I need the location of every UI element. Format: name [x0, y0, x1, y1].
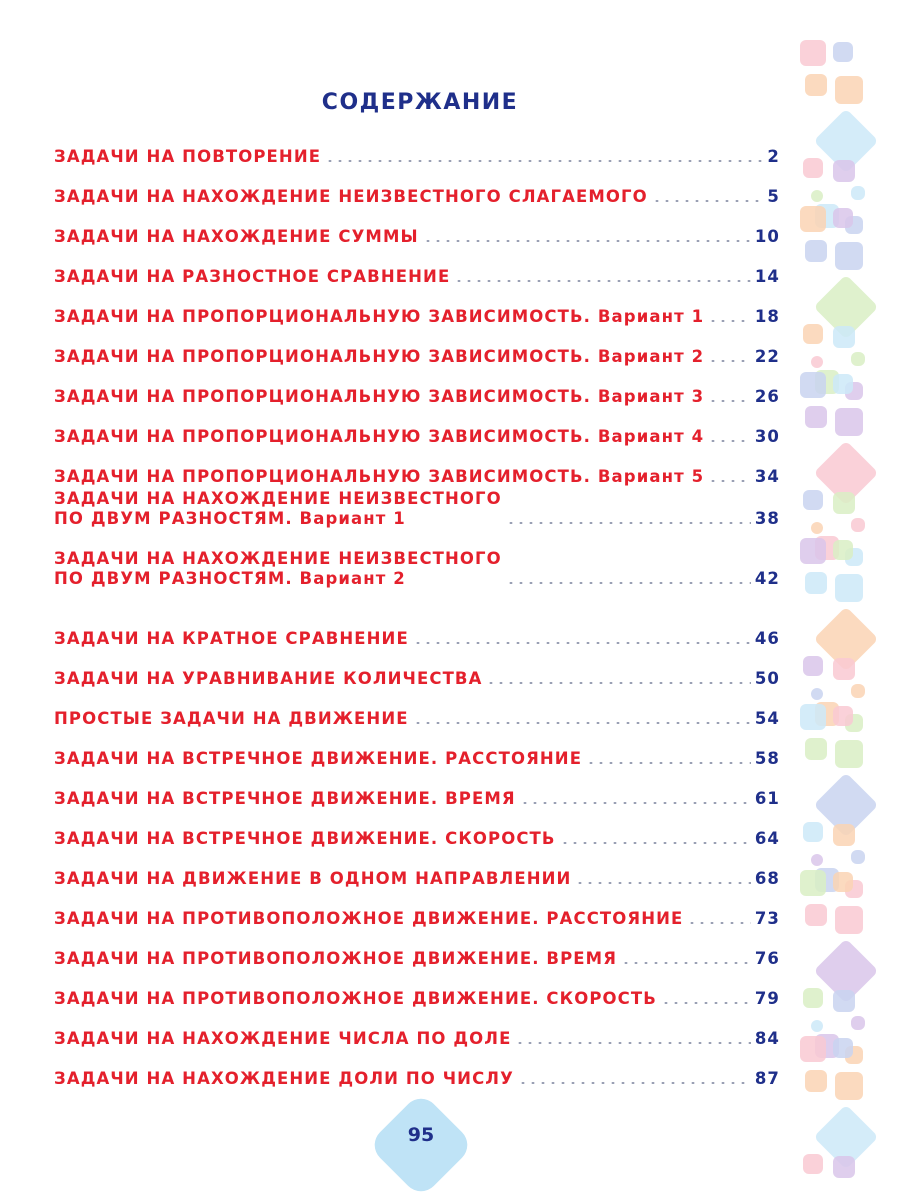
toc-entry-title: ЗАДАЧИ НА ПРОТИВОПОЛОЖНОЕ ДВИЖЕНИЕ. ВРЕМЯ	[54, 949, 617, 968]
dot-leader	[518, 1082, 751, 1084]
decorative-square	[835, 242, 863, 270]
decorative-square	[811, 1020, 823, 1032]
dot-leader	[708, 480, 751, 482]
dot-leader	[708, 400, 751, 402]
toc-entry-page: 42	[754, 569, 780, 588]
dot-leader	[621, 962, 751, 964]
toc-entry-title: ЗАДАЧИ НА ВСТРЕЧНОЕ ДВИЖЕНИЕ. ВРЕМЯ	[54, 789, 516, 808]
dot-leader	[560, 842, 751, 844]
decorative-square	[833, 990, 855, 1012]
toc-entry-title: ЗАДАЧИ НА НАХОЖДЕНИЕ НЕИЗВЕСТНОГО ПО ДВУМ РАЗНОСТЯМ. Вариант 1	[54, 489, 502, 528]
toc-entry-title: ЗАДАЧИ НА ВСТРЕЧНОЕ ДВИЖЕНИЕ. СКОРОСТЬ	[54, 829, 556, 848]
toc-entry-title: ЗАДАЧИ НА НАХОЖДЕНИЕ ЧИСЛА ПО ДОЛЕ	[54, 1029, 512, 1048]
toc-entry-title: ЗАДАЧИ НА ВСТРЕЧНОЕ ДВИЖЕНИЕ. РАССТОЯНИЕ	[54, 749, 583, 768]
toc-entry-title: ЗАДАЧИ НА ПРОПОРЦИОНАЛЬНУЮ ЗАВИСИМОСТЬ. Вариант 3	[54, 387, 705, 406]
toc-entry-title: ЗАДАЧИ НА УРАВНИВАНИЕ КОЛИЧЕСТВА	[54, 669, 483, 688]
decorative-square	[833, 208, 853, 228]
toc-entry-page: 18	[754, 307, 780, 326]
toc-entry-page: 68	[754, 869, 780, 888]
toc-entry-page: 79	[754, 989, 780, 1008]
dot-leader	[687, 922, 750, 924]
dot-leader	[486, 682, 750, 684]
toc-entry-page: 50	[754, 669, 780, 688]
dot-leader	[325, 160, 763, 162]
decorative-square	[851, 684, 865, 698]
toc-entry-title: ЗАДАЧИ НА НАХОЖДЕНИЕ НЕИЗВЕСТНОГО СЛАГАЕМОГО	[54, 187, 648, 206]
decorative-square	[811, 522, 823, 534]
decorative-square	[800, 704, 826, 730]
decorative-square	[833, 42, 853, 62]
decorative-square	[833, 492, 855, 514]
toc-entry-title: ЗАДАЧИ НА КРАТНОЕ СРАВНЕНИЕ	[54, 629, 409, 648]
dot-leader	[506, 582, 751, 584]
toc-entry-page: 76	[754, 949, 780, 968]
dot-leader	[454, 280, 751, 282]
toc-entry[interactable]	[54, 347, 780, 367]
toc-entry[interactable]	[54, 709, 780, 729]
decorative-square	[805, 240, 827, 262]
toc-entry[interactable]	[54, 267, 780, 287]
dot-leader	[413, 722, 751, 724]
toc-entry[interactable]	[54, 549, 780, 589]
page-number: 95	[407, 1124, 435, 1146]
dot-leader	[586, 762, 751, 764]
toc-entry-page: 64	[754, 829, 780, 848]
decorative-square	[833, 1156, 855, 1178]
dot-leader	[708, 320, 751, 322]
decorative-square	[851, 850, 865, 864]
decorative-square	[800, 40, 826, 66]
toc-entry-page: 26	[754, 387, 780, 406]
toc-entry-page: 58	[754, 749, 780, 768]
toc-entry[interactable]	[54, 427, 780, 447]
toc-entry[interactable]	[54, 1069, 780, 1089]
decorative-square	[833, 872, 853, 892]
decorative-square	[800, 870, 826, 896]
dot-leader	[515, 1042, 750, 1044]
toc-entry[interactable]	[54, 307, 780, 327]
toc-entry-title: ЗАДАЧИ НА ПРОПОРЦИОНАЛЬНУЮ ЗАВИСИМОСТЬ. Вариант 4	[54, 427, 705, 446]
toc-entry-title: ЗАДАЧИ НА НАХОЖДЕНИЕ НЕИЗВЕСТНОГО ПО ДВУМ РАЗНОСТЯМ. Вариант 2	[54, 549, 502, 588]
toc-entry-title: ЗАДАЧИ НА ПРОПОРЦИОНАЛЬНУЮ ЗАВИСИМОСТЬ. Вариант 2	[54, 347, 705, 366]
toc-entry[interactable]	[54, 489, 780, 529]
decorative-square	[835, 906, 863, 934]
toc-entry[interactable]	[54, 629, 780, 649]
toc-entry-page: 61	[754, 789, 780, 808]
toc-entry[interactable]	[54, 669, 780, 689]
toc-entry-title: ЗАДАЧИ НА ПРОТИВОПОЛОЖНОЕ ДВИЖЕНИЕ. РАССТОЯНИЕ	[54, 909, 684, 928]
toc-entry-title: ЗАДАЧИ НА НАХОЖДЕНИЕ СУММЫ	[54, 227, 419, 246]
toc-entry-page: 84	[754, 1029, 780, 1048]
decorative-square	[835, 76, 863, 104]
toc-entry-title: ПРОСТЫЕ ЗАДАЧИ НА ДВИЖЕНИЕ	[54, 709, 409, 728]
toc-entry-page: 34	[754, 467, 780, 486]
toc-entry[interactable]	[54, 909, 780, 929]
decorative-square	[811, 688, 823, 700]
decorative-square	[833, 658, 855, 680]
decorative-square	[800, 1036, 826, 1062]
toc-entry[interactable]	[54, 949, 780, 969]
toc-entry-page: 5	[767, 187, 780, 206]
decorative-square	[851, 518, 865, 532]
dot-leader	[575, 882, 750, 884]
toc-entry-page: 2	[767, 147, 780, 166]
toc-entry[interactable]	[54, 387, 780, 407]
dot-leader	[506, 522, 751, 524]
decorative-square	[833, 1038, 853, 1058]
decorative-square	[803, 656, 823, 676]
decorative-square	[800, 206, 826, 232]
decorative-square	[835, 574, 863, 602]
toc-entry-title: ЗАДАЧИ НА ПРОТИВОПОЛОЖНОЕ ДВИЖЕНИЕ. СКОРОСТЬ	[54, 989, 657, 1008]
decorative-square	[803, 490, 823, 510]
decorative-square	[833, 374, 853, 394]
decorative-square	[835, 408, 863, 436]
toc-entry-title: ЗАДАЧИ НА НАХОЖДЕНИЕ ДОЛИ ПО ЧИСЛУ	[54, 1069, 514, 1088]
decorative-square	[833, 706, 853, 726]
decorative-square	[811, 190, 823, 202]
decorative-square	[805, 406, 827, 428]
toc-entry-page: 54	[754, 709, 780, 728]
decorative-square	[833, 540, 853, 560]
dot-leader	[661, 1002, 751, 1004]
page-title: СОДЕРЖАНИЕ	[321, 90, 519, 115]
toc-entry-page: 73	[754, 909, 780, 928]
decorative-square	[833, 160, 855, 182]
decorative-square	[803, 324, 823, 344]
dot-leader	[652, 200, 764, 202]
toc-entry[interactable]	[54, 869, 780, 889]
decorative-square	[851, 352, 865, 366]
dot-leader	[413, 642, 751, 644]
decorative-square	[803, 988, 823, 1008]
decorative-square	[800, 372, 826, 398]
toc-entry-page: 46	[754, 629, 780, 648]
decorative-square	[805, 738, 827, 760]
toc-entry-page: 22	[754, 347, 780, 366]
decorative-square	[803, 822, 823, 842]
toc-entry-page: 30	[754, 427, 780, 446]
decorative-square	[833, 326, 855, 348]
decorative-square	[811, 356, 823, 368]
dot-leader	[520, 802, 751, 804]
toc-entry-title: ЗАДАЧИ НА РАЗНОСТНОЕ СРАВНЕНИЕ	[54, 267, 451, 286]
decorative-square	[811, 854, 823, 866]
toc-entry[interactable]	[54, 187, 780, 207]
decorative-square	[800, 538, 826, 564]
decorative-square	[835, 740, 863, 768]
toc-entry-page: 87	[754, 1069, 780, 1088]
toc-entry[interactable]	[54, 147, 780, 167]
decorative-square	[803, 1154, 823, 1174]
toc-entry-title: ЗАДАЧИ НА ПРОПОРЦИОНАЛЬНУЮ ЗАВИСИМОСТЬ. Вариант 1	[54, 307, 705, 326]
toc-entry[interactable]	[54, 789, 780, 809]
decorative-square	[805, 572, 827, 594]
toc-entry[interactable]	[54, 227, 780, 247]
toc-entry[interactable]	[54, 829, 780, 849]
toc-entry-page: 10	[754, 227, 780, 246]
decorative-square	[805, 904, 827, 926]
dot-leader	[708, 440, 751, 442]
decorative-square	[835, 1072, 863, 1100]
toc-entry-title: ЗАДАЧИ НА ДВИЖЕНИЕ В ОДНОМ НАПРАВЛЕНИИ	[54, 869, 572, 888]
decorative-square	[851, 1016, 865, 1030]
decorative-square	[805, 1070, 827, 1092]
decorative-squares-border	[795, 40, 900, 1200]
decorative-square	[851, 186, 865, 200]
toc-entry-page: 38	[754, 509, 780, 528]
toc-entry-page: 14	[754, 267, 780, 286]
toc-entry[interactable]	[54, 749, 780, 769]
dot-leader	[423, 240, 751, 242]
toc-entry[interactable]	[54, 1029, 780, 1049]
decorative-square	[803, 158, 823, 178]
toc-entry-title: ЗАДАЧИ НА ПРОПОРЦИОНАЛЬНУЮ ЗАВИСИМОСТЬ. Вариант 5	[54, 467, 705, 486]
toc-entry-title: ЗАДАЧИ НА ПОВТОРЕНИЕ	[54, 147, 322, 166]
toc-entry[interactable]	[54, 989, 780, 1009]
toc-entry[interactable]	[54, 467, 780, 487]
decorative-square	[833, 824, 855, 846]
dot-leader	[708, 360, 751, 362]
decorative-square	[805, 74, 827, 96]
